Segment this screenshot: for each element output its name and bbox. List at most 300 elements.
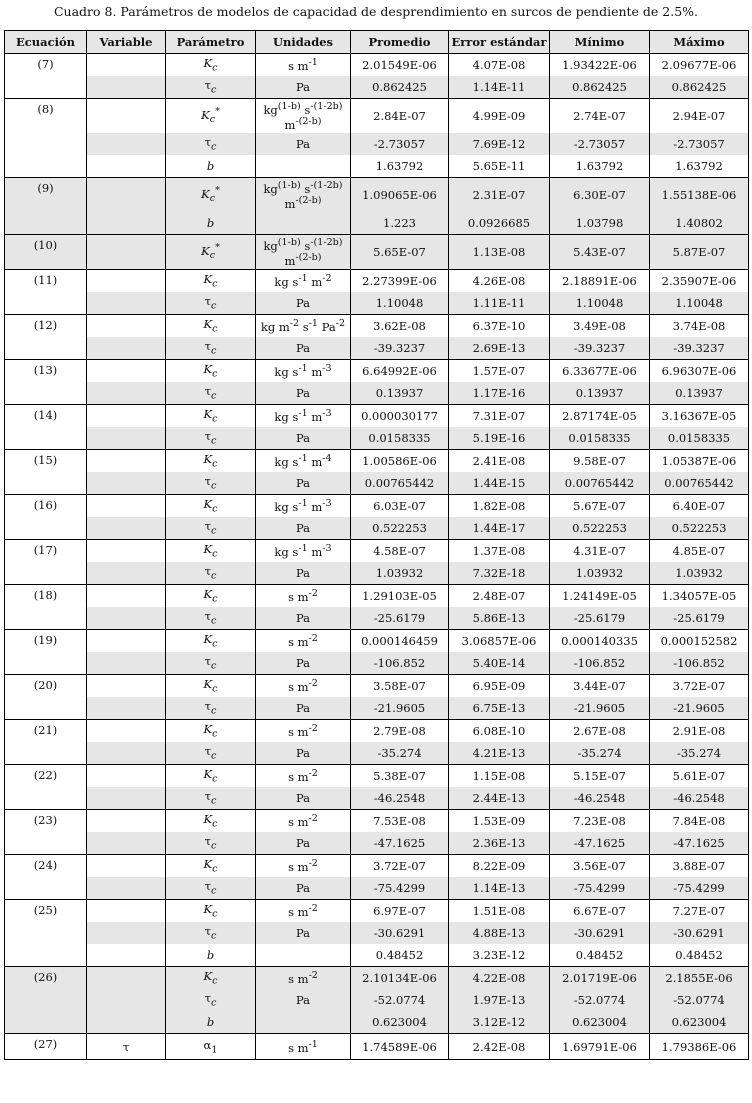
cell-error-estandar: 1.44E-17 [449,517,550,540]
cell-units: Pa [256,652,351,675]
cell-error-estandar: 1.11E-11 [449,292,550,315]
cell-minimo: 1.03798 [550,212,650,235]
cell-units: Pa [256,76,351,99]
cell-variable [87,832,166,855]
cell-promedio: -2.73057 [351,133,449,155]
cell-promedio: -47.1625 [351,832,449,855]
cell-minimo: 2.18891E-06 [550,270,650,293]
cell-promedio: -39.3237 [351,337,449,360]
cell-equation: (15) [5,450,87,495]
cell-minimo: 1.03932 [550,562,650,585]
cell-units: s $m^{-1}$ [256,54,351,77]
cell-promedio: 2.10134E-06 [351,967,449,990]
cell-maximo: -47.1625 [650,832,749,855]
cell-promedio: 0.862425 [351,76,449,99]
cell-maximo: 0.48452 [650,944,749,967]
cell-units: kg $m^{-2}$ $s^{-1}$ $Pa^{-2}$ [256,315,351,338]
cell-error-estandar: 6.08E-10 [449,720,550,743]
cell-promedio: 6.03E-07 [351,495,449,518]
cell-parameter: b [166,212,256,235]
cell-maximo: 1.10048 [650,292,749,315]
cell-parameter: $\tau_c$ [166,382,256,405]
cell-minimo: -25.6179 [550,607,650,630]
cell-parameter: $\alpha_1$ [166,1034,256,1060]
cell-minimo: 3.56E-07 [550,855,650,878]
cell-units: Pa [256,517,351,540]
cell-promedio: 0.00765442 [351,472,449,495]
cell-variable [87,292,166,315]
cell-minimo: 6.30E-07 [550,178,650,213]
table-row [5,742,749,765]
cell-error-estandar: 6.37E-10 [449,315,550,338]
cell-promedio: 7.53E-08 [351,810,449,833]
cell-units: kg $s^{-1}$ $m^{-3}$ [256,360,351,383]
cell-promedio: 1.09065E-06 [351,178,449,213]
cell-variable [87,765,166,788]
cell-equation: (23) [5,810,87,855]
cell-units: s $m^{-2}$ [256,810,351,833]
cell-variable [87,360,166,383]
cell-variable: τ [87,1034,166,1060]
cell-minimo: 2.01719E-06 [550,967,650,990]
cell-units: $kg^{(1-b)}$ $s^{-(1-2b)}$ $m^{-(2-b)}$ [256,178,351,213]
cell-minimo: -35.274 [550,742,650,765]
cell-variable [87,382,166,405]
cell-promedio: 1.63792 [351,155,449,178]
table-row [5,967,749,990]
cell-maximo: -2.73057 [650,133,749,155]
cell-parameter: $\tau_c$ [166,133,256,155]
cell-parameter: $K_c^*$ [166,235,256,270]
cell-promedio: 0.000030177 [351,405,449,428]
col-header-minimo: Mínimo [550,31,650,54]
table-row [5,270,749,293]
cell-promedio: 4.58E-07 [351,540,449,563]
cell-minimo: -30.6291 [550,922,650,944]
cell-variable [87,1011,166,1034]
cell-maximo: 3.72E-07 [650,675,749,698]
cell-parameter: $K_c$ [166,405,256,428]
cell-error-estandar: 1.17E-16 [449,382,550,405]
cell-maximo: 2.35907E-06 [650,270,749,293]
cell-minimo: 5.43E-07 [550,235,650,270]
cell-error-estandar: 1.57E-07 [449,360,550,383]
cell-maximo: 3.88E-07 [650,855,749,878]
table-row [5,315,749,338]
table-row [5,133,749,155]
cell-variable [87,212,166,235]
cell-error-estandar: 8.22E-09 [449,855,550,878]
cell-minimo: -52.0774 [550,989,650,1011]
cell-promedio: 0.13937 [351,382,449,405]
cell-variable [87,720,166,743]
cell-maximo: -25.6179 [650,607,749,630]
cell-maximo: 2.94E-07 [650,99,749,134]
table-row [5,720,749,743]
cell-minimo: 9.58E-07 [550,450,650,473]
table-row [5,427,749,450]
cell-error-estandar: 4.26E-08 [449,270,550,293]
cell-units: Pa [256,427,351,450]
table-row [5,810,749,833]
table-row [5,855,749,878]
cell-parameter: b [166,1011,256,1034]
cell-error-estandar: 3.23E-12 [449,944,550,967]
cell-error-estandar: 7.69E-12 [449,133,550,155]
table-row [5,292,749,315]
cell-units: kg $s^{-1}$ $m^{-3}$ [256,540,351,563]
cell-minimo: 7.23E-08 [550,810,650,833]
cell-parameter: $K_c$ [166,675,256,698]
cell-maximo: 6.96307E-06 [650,360,749,383]
table-row [5,450,749,473]
cell-promedio: 1.10048 [351,292,449,315]
table-row [5,1011,749,1034]
col-header-variable: Variable [87,31,166,54]
cell-parameter: $\tau_c$ [166,652,256,675]
cell-parameter: $\tau_c$ [166,832,256,855]
cell-equation: (21) [5,720,87,765]
col-header-promedio: Promedio [351,31,449,54]
cell-error-estandar: 5.86E-13 [449,607,550,630]
cell-parameter: $\tau_c$ [166,697,256,720]
cell-variable [87,562,166,585]
table-row [5,472,749,495]
cell-error-estandar: 1.14E-11 [449,76,550,99]
cell-variable [87,235,166,270]
cell-parameter: $\tau_c$ [166,989,256,1011]
cell-parameter: $K_c^*$ [166,178,256,213]
cell-parameter: $K_c$ [166,495,256,518]
cell-units: Pa [256,787,351,810]
cell-promedio: 2.01549E-06 [351,54,449,77]
cell-promedio: 3.62E-08 [351,315,449,338]
cell-error-estandar: 4.88E-13 [449,922,550,944]
cell-minimo: -39.3237 [550,337,650,360]
cell-variable [87,922,166,944]
cell-parameter: $K_c$ [166,270,256,293]
table-row [5,922,749,944]
cell-units: Pa [256,337,351,360]
cell-maximo: -35.274 [650,742,749,765]
cell-equation: (9) [5,178,87,235]
cell-variable [87,450,166,473]
table-row [5,360,749,383]
cell-equation: (14) [5,405,87,450]
cell-error-estandar: 3.12E-12 [449,1011,550,1034]
cell-units: Pa [256,742,351,765]
cell-promedio: 5.38E-07 [351,765,449,788]
cell-error-estandar: 1.14E-13 [449,877,550,900]
cell-parameter: $K_c$ [166,540,256,563]
cell-parameter: $K_c$ [166,315,256,338]
cell-variable [87,652,166,675]
cell-variable [87,155,166,178]
cell-units: s $m^{-2}$ [256,720,351,743]
cell-promedio: 1.223 [351,212,449,235]
cell-parameter: $K_c$ [166,450,256,473]
cell-error-estandar: 1.82E-08 [449,495,550,518]
cell-minimo: -21.9605 [550,697,650,720]
col-header-parametro: Parámetro [166,31,256,54]
parameters-table [4,30,749,1060]
table-row [5,944,749,967]
cell-error-estandar: 6.75E-13 [449,697,550,720]
col-header-maximo: Máximo [650,31,749,54]
cell-error-estandar: 2.41E-08 [449,450,550,473]
cell-promedio: 6.64992E-06 [351,360,449,383]
cell-minimo: -106.852 [550,652,650,675]
cell-minimo: 0.13937 [550,382,650,405]
cell-error-estandar: 1.53E-09 [449,810,550,833]
cell-promedio: 3.58E-07 [351,675,449,698]
cell-parameter: $\tau_c$ [166,472,256,495]
cell-variable [87,270,166,293]
table-row [5,76,749,99]
cell-variable [87,944,166,967]
cell-minimo: 3.44E-07 [550,675,650,698]
cell-promedio: 2.79E-08 [351,720,449,743]
cell-units: kg $s^{-1}$ $m^{-3}$ [256,405,351,428]
cell-maximo: 7.84E-08 [650,810,749,833]
col-header-ecuacion: Ecuación [5,31,87,54]
cell-maximo: 4.85E-07 [650,540,749,563]
cell-parameter: $\tau_c$ [166,742,256,765]
cell-error-estandar: 1.37E-08 [449,540,550,563]
cell-maximo: 5.61E-07 [650,765,749,788]
cell-units: Pa [256,382,351,405]
cell-units: Pa [256,292,351,315]
cell-units [256,1011,351,1034]
cell-units: Pa [256,697,351,720]
cell-error-estandar: 2.48E-07 [449,585,550,608]
cell-parameter: $\tau_c$ [166,877,256,900]
cell-units: Pa [256,832,351,855]
cell-equation: (10) [5,235,87,270]
cell-parameter: $\tau_c$ [166,922,256,944]
cell-equation: (19) [5,630,87,675]
cell-promedio: -25.6179 [351,607,449,630]
cell-error-estandar: 2.69E-13 [449,337,550,360]
cell-error-estandar: 2.36E-13 [449,832,550,855]
cell-units: Pa [256,877,351,900]
cell-error-estandar: 4.99E-09 [449,99,550,134]
cell-maximo: 2.1855E-06 [650,967,749,990]
table-row [5,675,749,698]
cell-error-estandar: 6.95E-09 [449,675,550,698]
cell-variable [87,630,166,653]
cell-parameter: $K_c$ [166,360,256,383]
cell-parameter: $K_c$ [166,765,256,788]
cell-error-estandar: 2.42E-08 [449,1034,550,1060]
cell-promedio: 0.522253 [351,517,449,540]
cell-error-estandar: 2.44E-13 [449,787,550,810]
cell-maximo: 0.13937 [650,382,749,405]
cell-minimo: 2.74E-07 [550,99,650,134]
cell-error-estandar: 5.19E-16 [449,427,550,450]
cell-parameter: $\tau_c$ [166,427,256,450]
cell-maximo: 1.34057E-05 [650,585,749,608]
table-row [5,989,749,1011]
cell-promedio: 6.97E-07 [351,900,449,923]
cell-equation: (18) [5,585,87,630]
cell-variable [87,787,166,810]
cell-units: Pa [256,562,351,585]
cell-variable [87,472,166,495]
cell-error-estandar: 5.40E-14 [449,652,550,675]
cell-minimo: -75.4299 [550,877,650,900]
cell-maximo: 3.16367E-05 [650,405,749,428]
cell-error-estandar: 4.07E-08 [449,54,550,77]
cell-equation: (12) [5,315,87,360]
cell-maximo: -52.0774 [650,989,749,1011]
cell-parameter: $K_c$ [166,967,256,990]
col-header-error: Error estándar [449,31,550,54]
cell-maximo: -21.9605 [650,697,749,720]
cell-equation: (20) [5,675,87,720]
cell-minimo: 0.862425 [550,76,650,99]
cell-equation: (22) [5,765,87,810]
cell-maximo: 1.63792 [650,155,749,178]
table-row [5,607,749,630]
table-row [5,212,749,235]
cell-maximo: -30.6291 [650,922,749,944]
cell-minimo: 2.67E-08 [550,720,650,743]
cell-variable [87,855,166,878]
cell-parameter: $\tau_c$ [166,292,256,315]
cell-units: s $m^{-2}$ [256,630,351,653]
cell-variable [87,517,166,540]
cell-parameter: $K_c$ [166,810,256,833]
cell-maximo: 7.27E-07 [650,900,749,923]
cell-units: Pa [256,133,351,155]
col-header-unidades: Unidades [256,31,351,54]
cell-minimo: 0.000140335 [550,630,650,653]
cell-promedio: 3.72E-07 [351,855,449,878]
cell-units: Pa [256,989,351,1011]
cell-maximo: 0.623004 [650,1011,749,1034]
cell-error-estandar: 5.65E-11 [449,155,550,178]
cell-promedio: 0.48452 [351,944,449,967]
cell-maximo: 1.55138E-06 [650,178,749,213]
cell-maximo: 6.40E-07 [650,495,749,518]
cell-parameter: $K_c$ [166,720,256,743]
cell-promedio: 0.623004 [351,1011,449,1034]
table-caption: Cuadro 8. Parámetros de modelos de capacidad de desprendimiento en surcos de pendiente de 2.5%. [53,4,699,19]
cell-promedio: -46.2548 [351,787,449,810]
cell-maximo: -106.852 [650,652,749,675]
cell-minimo: 3.49E-08 [550,315,650,338]
cell-maximo: 1.40802 [650,212,749,235]
cell-variable [87,495,166,518]
cell-parameter: $K_c$ [166,630,256,653]
table-row [5,652,749,675]
cell-minimo: 6.67E-07 [550,900,650,923]
cell-maximo: -75.4299 [650,877,749,900]
cell-promedio: -35.274 [351,742,449,765]
cell-error-estandar: 4.21E-13 [449,742,550,765]
cell-units: kg $s^{-1}$ $m^{-2}$ [256,270,351,293]
cell-parameter: $K_c$ [166,585,256,608]
cell-parameter: $K_c$ [166,900,256,923]
cell-parameter: $\tau_c$ [166,562,256,585]
cell-variable [87,697,166,720]
cell-error-estandar: 1.97E-13 [449,989,550,1011]
cell-variable [87,967,166,990]
cell-variable [87,877,166,900]
cell-variable [87,989,166,1011]
cell-error-estandar: 1.44E-15 [449,472,550,495]
table-row [5,1034,749,1060]
cell-maximo: 0.00765442 [650,472,749,495]
cell-units: $kg^{(1-b)}$ $s^{-(1-2b)}$ $m^{-(2-b)}$ [256,235,351,270]
cell-error-estandar: 0.0926685 [449,212,550,235]
cell-maximo: 0.0158335 [650,427,749,450]
table-row [5,495,749,518]
cell-promedio: -30.6291 [351,922,449,944]
table-row [5,235,749,270]
cell-maximo: -46.2548 [650,787,749,810]
cell-units: s $m^{-2}$ [256,967,351,990]
cell-minimo: 5.67E-07 [550,495,650,518]
cell-parameter: $\tau_c$ [166,76,256,99]
cell-minimo: 0.0158335 [550,427,650,450]
cell-promedio: 5.65E-07 [351,235,449,270]
cell-variable [87,742,166,765]
cell-variable [87,76,166,99]
cell-maximo: 0.522253 [650,517,749,540]
header-row [5,31,749,54]
cell-parameter: $K_c$ [166,54,256,77]
cell-units: s $m^{-2}$ [256,765,351,788]
cell-parameter: $K_c^*$ [166,99,256,134]
cell-error-estandar: 2.31E-07 [449,178,550,213]
cell-maximo: 5.87E-07 [650,235,749,270]
cell-maximo: 2.09677E-06 [650,54,749,77]
cell-equation: (13) [5,360,87,405]
cell-units: $kg^{(1-b)}$ $s^{-(1-2b)}$ $m^{-(2-b)}$ [256,99,351,134]
table-row [5,99,749,134]
cell-promedio: 1.74589E-06 [351,1034,449,1060]
cell-units [256,944,351,967]
cell-error-estandar: 4.22E-08 [449,967,550,990]
cell-minimo: 1.93422E-06 [550,54,650,77]
cell-error-estandar: 1.15E-08 [449,765,550,788]
table-row [5,630,749,653]
cell-minimo: 1.69791E-06 [550,1034,650,1060]
cell-units: s $m^{-2}$ [256,585,351,608]
cell-error-estandar: 3.06857E-06 [449,630,550,653]
cell-variable [87,810,166,833]
cell-promedio: 2.84E-07 [351,99,449,134]
cell-promedio: -21.9605 [351,697,449,720]
cell-equation: (25) [5,900,87,967]
cell-variable [87,675,166,698]
cell-maximo: 0.000152582 [650,630,749,653]
cell-minimo: 5.15E-07 [550,765,650,788]
cell-units: kg $s^{-1}$ $m^{-4}$ [256,450,351,473]
table-row [5,405,749,428]
table-row [5,382,749,405]
table-row [5,832,749,855]
cell-minimo: 0.623004 [550,1011,650,1034]
table-row [5,697,749,720]
cell-variable [87,315,166,338]
cell-maximo: 1.79386E-06 [650,1034,749,1060]
table-row [5,517,749,540]
cell-parameter: $\tau_c$ [166,607,256,630]
cell-error-estandar: 7.32E-18 [449,562,550,585]
